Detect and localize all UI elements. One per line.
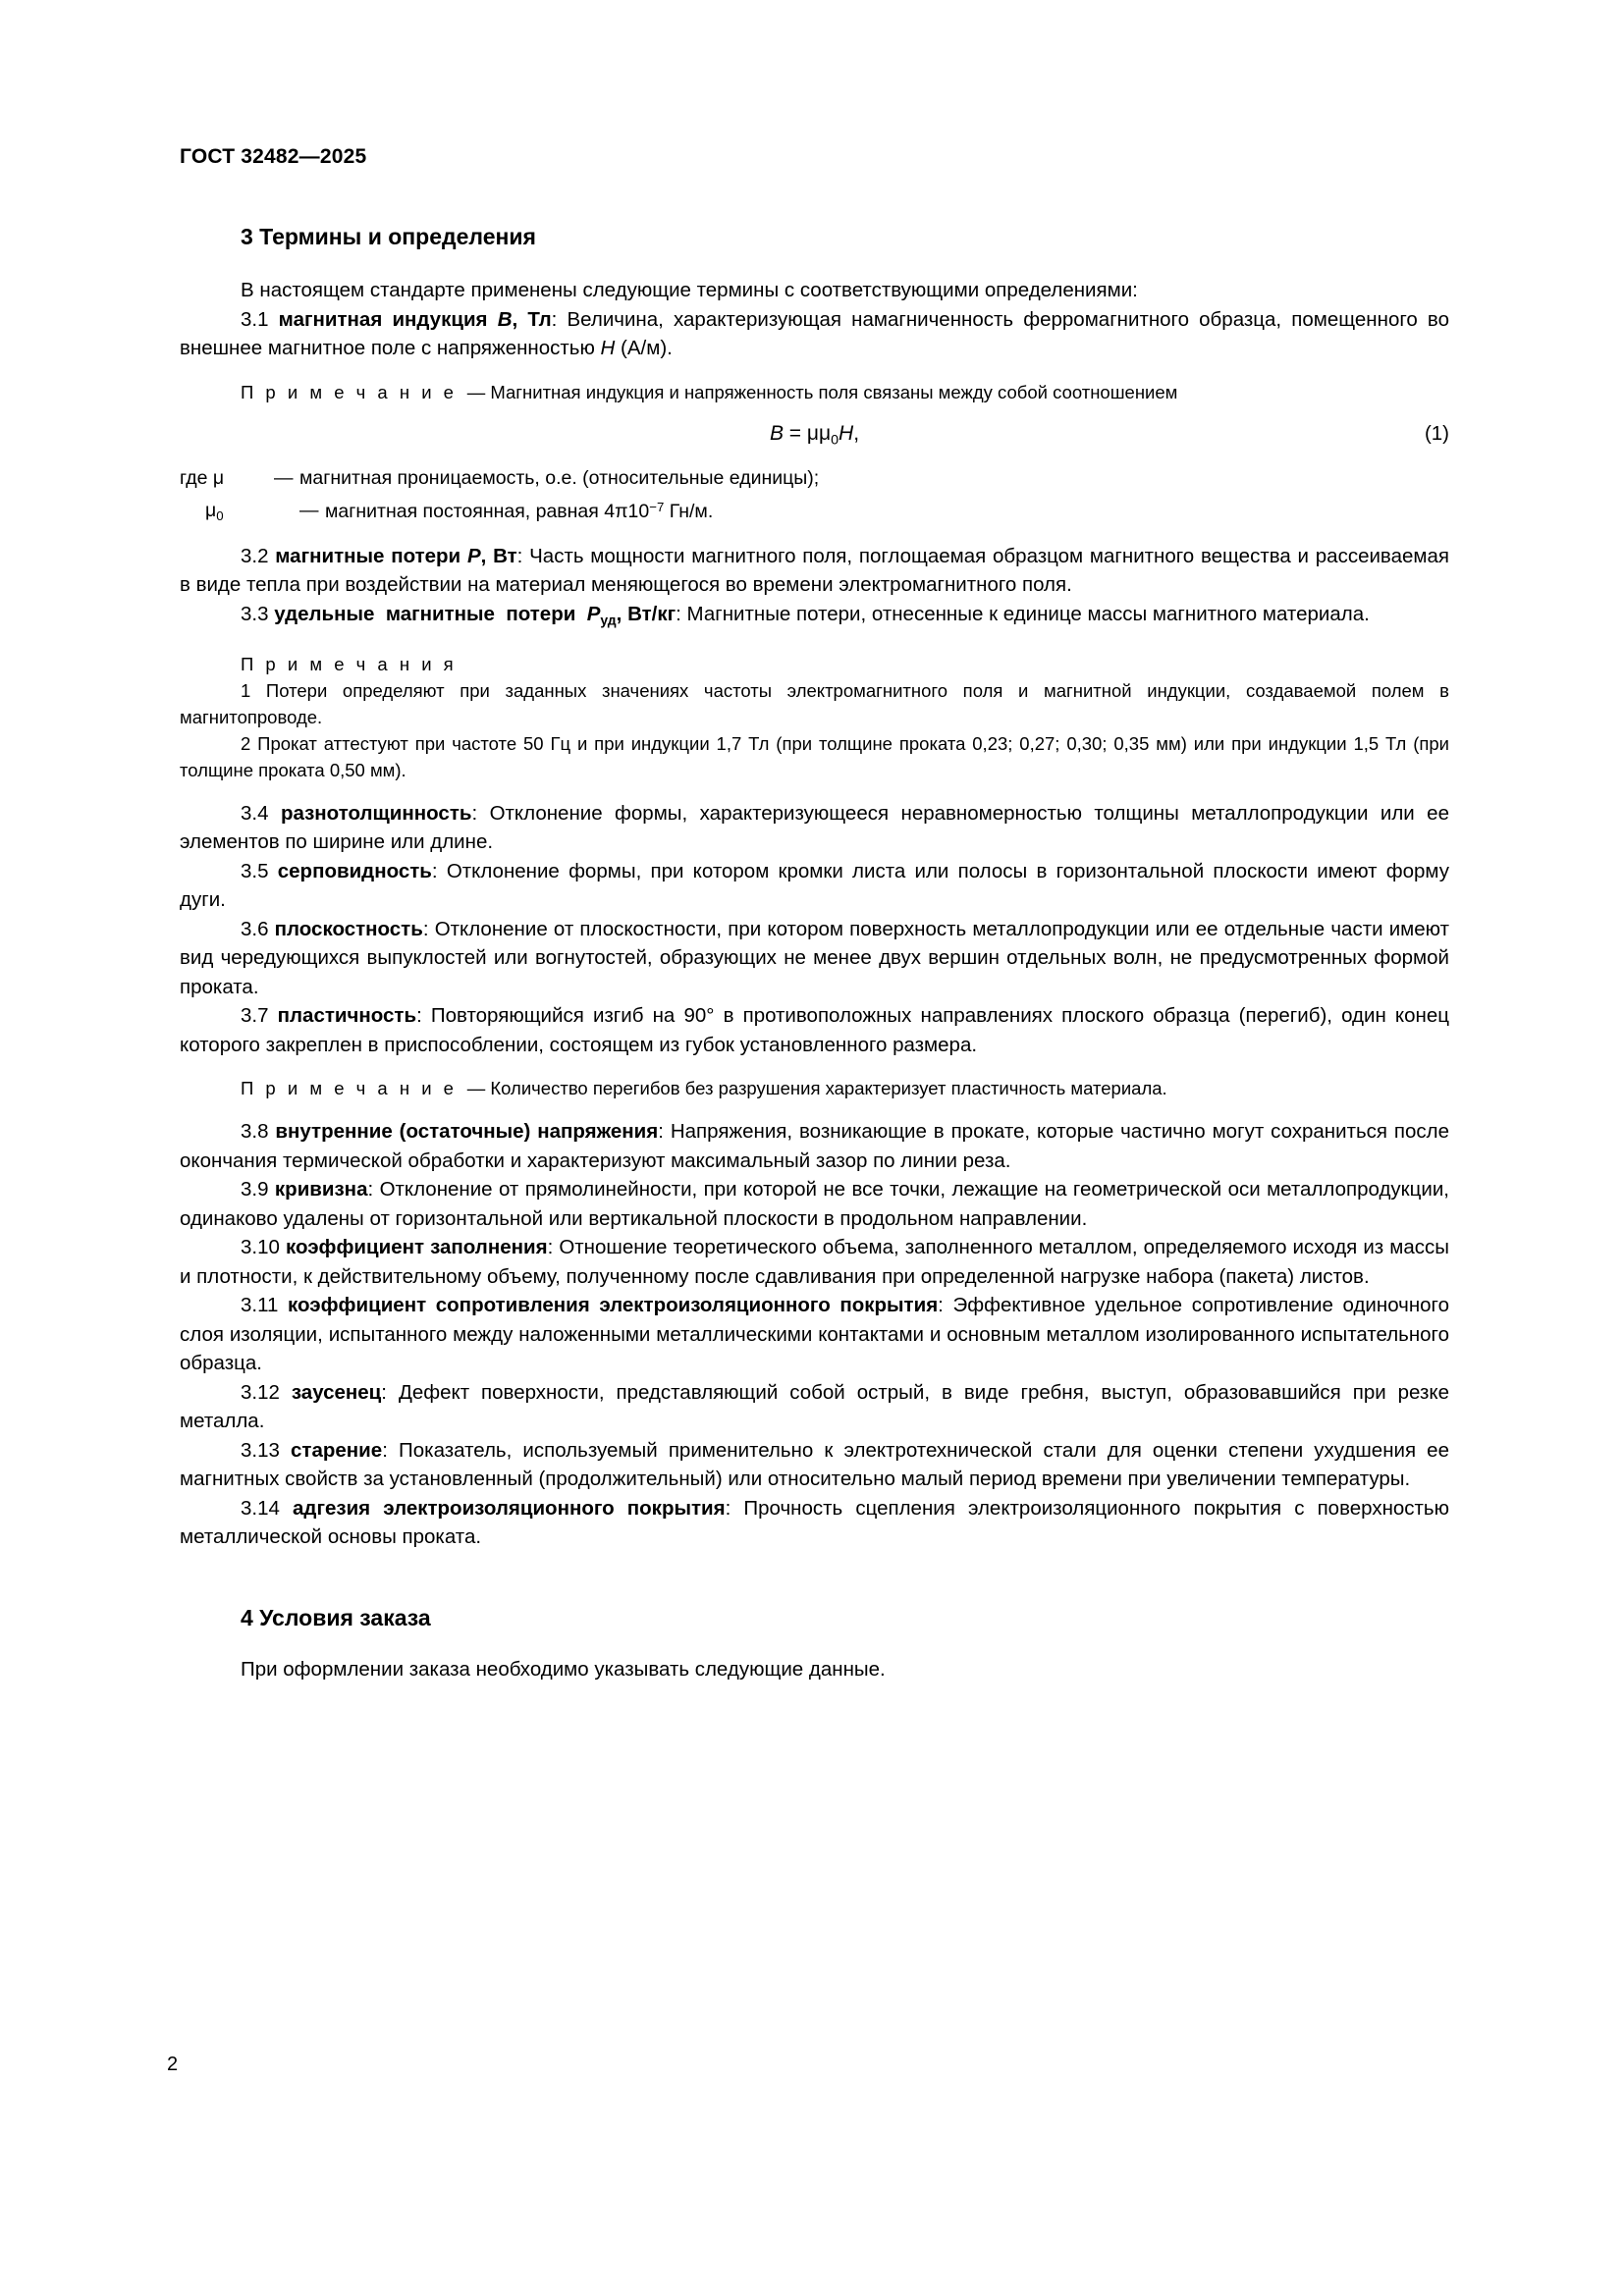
term-item-3-5: 3.5 серповидность: Отклонение формы, при котором кромки листа или полосы в горизонтальной плоскости имеют форму дуги.	[180, 859, 1449, 912]
term-number: 3.6	[241, 917, 269, 940]
legend-dash: —	[274, 466, 294, 489]
term-definition: Прочность сцепления электроизоляционного покрытия с поверхностью металлической основы проката.	[180, 1496, 1449, 1549]
term-item-3-7: 3.7 пластичность: Повторяющийся изгиб на 90° в противоположных направлениях плоского образца (перегиб), один конец которого закреплен в приспособлении, состоящем из губок установленного размера.	[180, 1004, 1449, 1056]
term-item-3-13: 3.13 старение: Показатель, используемый применительно к электротехнической стали для оценки степени ухудшения ее магнитных свойств за установленный (продолжительный) или относительно малый период времени при увеличении температуры.	[180, 1438, 1449, 1491]
running-header: ГОСТ 32482—2025	[180, 145, 367, 168]
term-item-3-12: 3.12 заусенец: Дефект поверхности, представляющий собой острый, в виде гребня, выступ, образовавшийся при резке металла.	[180, 1380, 1449, 1433]
note-label: П р и м е ч а н и е	[241, 1078, 458, 1099]
term-item-3-8: 3.8 внутренние (остаточные) напряжения: Напряжения, возникающие в прокате, которые частично могут сохраниться после окончания термической обработки и характеризуют максимальный зазор по линии реза.	[180, 1120, 1449, 1172]
term-number: 3.2	[241, 544, 269, 567]
term-definition: Отклонение от прямолинейности, при которой не все точки, лежащие на геометрической оси металлопродукции, одинаково удалены от горизонтальной или вертикальной плоскости в продольном направлении.	[180, 1178, 1449, 1230]
term-label: магнитная индукция B, Тл	[278, 307, 552, 331]
term-label: магнитные потери P, Вт	[275, 544, 517, 567]
term-label: адгезия электроизоляционного покрытия	[293, 1496, 726, 1520]
term-definition: Повторяющийся изгиб на 90° в противоположных направлениях плоского образца (перегиб), один конец которого закреплен в приспособлении, состоящем из губок установленного размера.	[180, 1004, 1449, 1056]
term-label: внутренние (остаточные) напряжения	[275, 1120, 659, 1144]
term-label: коэффициент сопротивления электроизоляционного покрытия	[288, 1294, 939, 1317]
term-label: серповидность	[277, 859, 432, 882]
legend-symbol: где μ	[180, 466, 225, 489]
term-definition: Напряжения, возникающие в прокате, которые частично могут сохраниться после окончания термической обработки и характеризуют максимальный зазор по линии реза.	[180, 1120, 1449, 1172]
note-dash: —	[466, 1078, 486, 1099]
section-intro-order-conditions: При оформлении заказа необходимо указывать следующие данные.	[241, 1657, 886, 1681]
section-heading-terms: 3 Термины и определения	[241, 224, 536, 249]
where-label: где	[180, 466, 208, 489]
term-item-3-4: 3.4 разнотолщинность: Отклонение формы, характеризующееся неравномерностью толщины металлопродукции или ее элементов по ширине или длине.	[180, 801, 1449, 854]
term-definition: Отклонение формы, при котором кромки листа или полосы в горизонтальной плоскости имеют форму дуги.	[180, 859, 1449, 912]
notes-heading-3-3	[180, 651, 1449, 677]
notes-label: П р и м е ч а н и я	[241, 653, 458, 674]
term-label: пластичность	[277, 1004, 417, 1028]
term-item-3-3: 3.3 удельные магнитные потери $P_{уд}$, Вт/кг: Магнитные потери, отнесенные к единице массы магнитного материала.	[241, 602, 1370, 628]
term-label: разнотолщинность	[280, 801, 472, 825]
term-item-3-6: 3.6 плоскостность: Отклонение от плоскостности, при котором поверхность металлопродукции или ее отдельные части имеют вид чередующихся выпуклостей или вогнутостей, образующих не менее двух вершин отдельных волн, не предусмотренных формой проката.	[180, 917, 1449, 998]
legend-row	[180, 493, 1449, 531]
term-number: 3.4	[241, 801, 269, 825]
term-number: 3.13	[241, 1438, 280, 1462]
term-label: заусенец	[291, 1380, 382, 1404]
term-number: 3.3	[241, 602, 269, 625]
formula-1-expression: $B = \mu\mu_0H$,	[769, 421, 860, 449]
term-item-3-14: 3.14 адгезия электроизоляционного покрытия: Прочность сцепления электроизоляционного покрытия с поверхностью металлической основы проката.	[180, 1496, 1449, 1549]
term-item-3-2: 3.2 магнитные потери P, Вт: Часть мощности магнитного поля, поглощаемая образцом магнитного вещества и рассеиваемая в виде тепла при воздействии на материал меняющегося во времени электромагнитного поля.	[180, 544, 1449, 597]
page-header-area	[180, 145, 1446, 226]
term-definition: Отношение теоретического объема, заполненного металлом, определяемого исходя из массы и плотности, к действительному объему, полученному после сдавливания при определенной нагрузке набора (пакета) листов.	[180, 1236, 1449, 1288]
note-label: П р и м е ч а н и е	[241, 381, 458, 402]
term-definition: Показатель, используемый применительно к электротехнической стали для оценки степени ухудшения ее магнитных свойств за установленный (продолжительный) или относительно малый период времени при увеличении температуры.	[180, 1438, 1449, 1491]
term-number: 3.14	[241, 1496, 280, 1520]
term-definition: Отклонение от плоскостности, при котором поверхность металлопродукции или ее отдельные части имеют вид чередующихся выпуклостей или вогнутостей, образующих не менее двух вершин отдельных волн, не предусмотренных формой проката.	[180, 917, 1449, 998]
formula-1-legend	[180, 464, 1449, 531]
note-item-2: 2 Прокат аттестуют при частоте 50 Гц и при индукции 1,7 Тл (при толщине проката 0,23; 0,27; 0,30; 0,35 мм) или при индукции 1,5 Тл (при толщине проката 0,50 мм).	[180, 732, 1449, 780]
note-3-1	[180, 379, 1449, 405]
term-item-3-9: 3.9 кривизна: Отклонение от прямолинейности, при которой не все точки, лежащие на геометрической оси металлопродукции, одинаково удалены от горизонтальной или вертикальной плоскости в продольном направлении.	[180, 1178, 1449, 1230]
note-text: Магнитная индукция и напряженность поля связаны между собой соотношением	[490, 381, 1178, 402]
note-dash: —	[466, 381, 486, 402]
term-number: 3.8	[241, 1120, 269, 1144]
note-3-7	[180, 1075, 1449, 1101]
term-definition: Дефект поверхности, представляющий собой острый, в виде гребня, выступ, образовавшийся при резке металла.	[180, 1380, 1449, 1433]
legend-text: магнитная проницаемость, о.е. (относительные единицы);	[299, 466, 820, 489]
section-intro-terms: В настоящем стандарте применены следующие термины с соответствующими определениями:	[241, 279, 1138, 301]
section-heading-order-conditions: 4 Условия заказа	[241, 1604, 431, 1630]
note-text: Количество перегибов без разрушения характеризует пластичность материала.	[490, 1078, 1167, 1099]
legend-symbol: $\mu_0$	[205, 500, 224, 524]
term-number: 3.12	[241, 1380, 280, 1404]
term-number: 3.1	[241, 307, 269, 331]
page-body	[180, 224, 1449, 1683]
term-item-3-11: 3.11 коэффициент сопротивления электроизоляционного покрытия: Эффективное удельное сопротивление одиночного слоя изоляции, испытанного между наложенными металлическими контактами и основным металлом изолированного испытательного образца.	[180, 1294, 1449, 1375]
term-item-3-1: 3.1 магнитная индукция B, Тл: Величина, характеризующая намагниченность ферромагнитного образца, помещенного во внешнее магнитное поле с напряженностью H (А/м).	[180, 307, 1449, 359]
term-label: плоскостность	[274, 917, 423, 940]
term-number: 3.9	[241, 1178, 269, 1201]
term-definition: Эффективное удельное сопротивление одиночного слоя изоляции, испытанного между наложенными металлическими контактами и основным металлом изолированного испытательного образца.	[180, 1294, 1449, 1375]
term-number: 3.5	[241, 859, 269, 882]
legend-dash: —	[299, 500, 319, 522]
formula-1-number: (1)	[1424, 421, 1449, 445]
term-number: 3.10	[241, 1236, 280, 1259]
term-label: кривизна	[274, 1178, 368, 1201]
legend-text: магнитная постоянная, равная $4\pi 10^{-7}$ Гн/м.	[325, 499, 714, 522]
legend-row	[180, 464, 1449, 493]
term-label: удельные магнитные потери $P_{уд}$, Вт/кг	[274, 602, 677, 628]
term-item-3-10: 3.10 коэффициент заполнения: Отношение теоретического объема, заполненного металлом, определяемого исходя из массы и плотности, к действительному объему, полученному после сдавливания при определенной нагрузке набора (пакета) листов.	[180, 1236, 1449, 1288]
term-label: коэффициент заполнения	[285, 1236, 548, 1259]
note-item-1: 1 Потери определяют при заданных значениях частоты электромагнитного поля и магнитной индукции, создаваемой полем в магнитопроводе.	[180, 679, 1449, 727]
term-number: 3.7	[241, 1004, 269, 1028]
term-label: старение	[291, 1438, 383, 1462]
term-number: 3.11	[241, 1294, 279, 1317]
term-definition: Отклонение формы, характеризующееся неравномерностью толщины металлопродукции или ее элементов по ширине или длине.	[180, 801, 1449, 854]
term-definition: Часть мощности магнитного поля, поглощаемая образцом магнитного вещества и рассеиваемая в виде тепла при воздействии на материал меняющегося во времени электромагнитного поля.	[180, 544, 1449, 597]
page-number: 2	[167, 2054, 179, 2075]
formula-1-row	[180, 419, 1449, 453]
